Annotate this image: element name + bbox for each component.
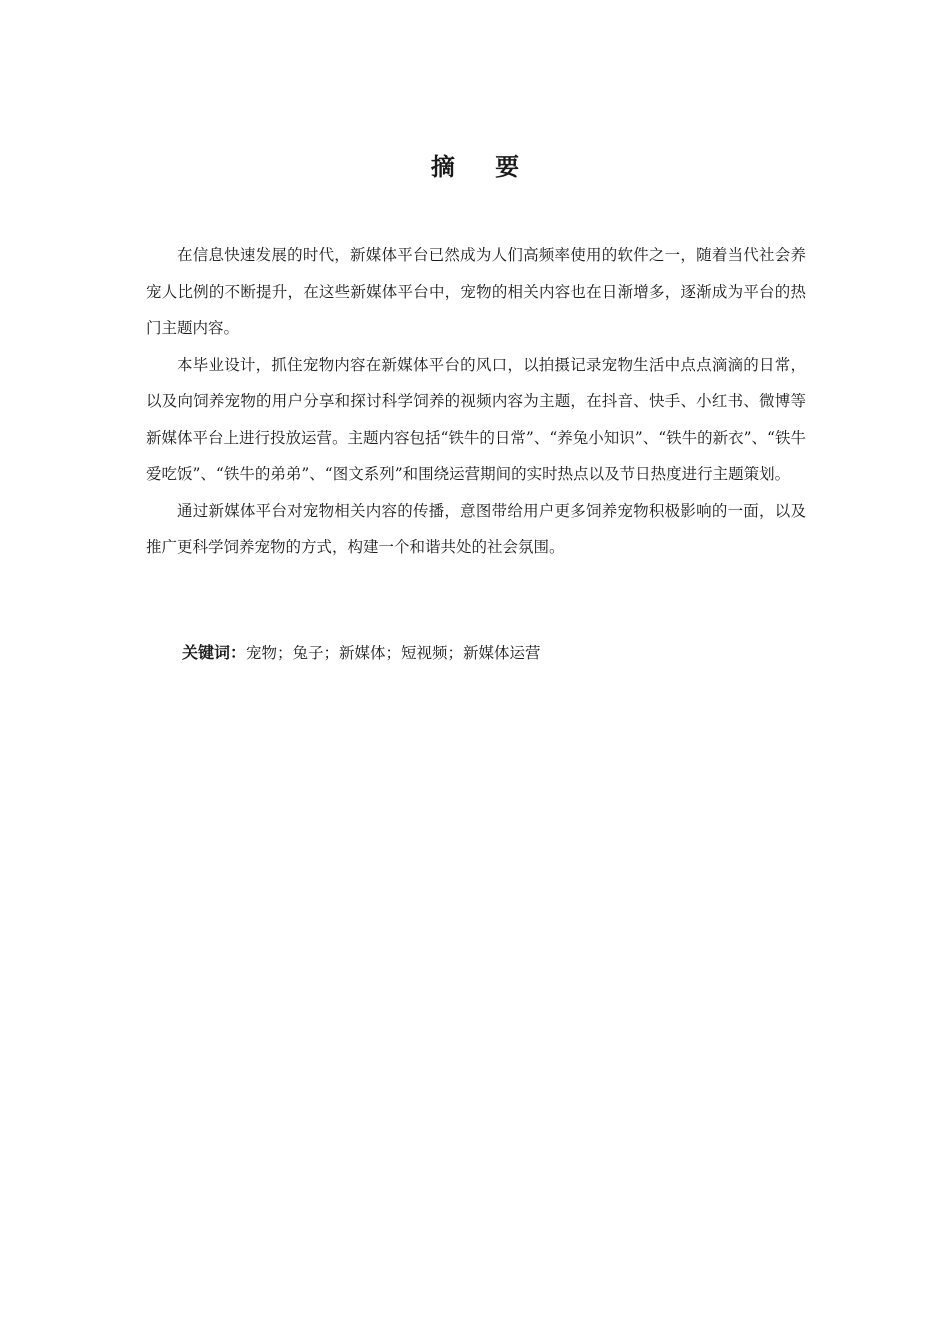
keywords-list: 宠物；兔子；新媒体；短视频；新媒体运营 bbox=[246, 644, 541, 662]
keywords-label: 关键词： bbox=[182, 643, 247, 662]
abstract-paragraph-1: 在信息快速发展的时代，新媒体平台已然成为人们高频率使用的软件之一，随着当代社会养宠人比例的不断提升，在这些新媒体平台中，宠物的相关内容也在日渐增多，逐渐成为平台的热门主题内容。 bbox=[146, 246, 806, 337]
abstract-paragraph-3: 通过新媒体平台对宠物相关内容的传播，意图带给用户更多饲养宠物积极影响的一面，以及推广更科学饲养宠物的方式，构建一个和谐共处的社会氛围。 bbox=[146, 501, 806, 556]
abstract-paragraph-2: 本毕业设计，抓住宠物内容在新媒体平台的风口，以拍摄记录宠物生活中点点滴滴的日常，以及向饲养宠物的用户分享和探讨科学饲养的视频内容为主题，在抖音、快手、小红书、微博等新媒体平台上进行投放运营。主题内容包括“铁牛的日常”、“养兔小知识”、“铁牛的新衣”、“铁牛爱吃饭”、“铁牛的弟弟”、“图文系列”和围绕运营期间的实时热点以及节日热度进行主题策划。 bbox=[146, 355, 806, 483]
abstract-title: 摘 要 bbox=[430, 153, 536, 181]
abstract-body bbox=[146, 237, 806, 566]
keywords-line bbox=[182, 638, 822, 668]
